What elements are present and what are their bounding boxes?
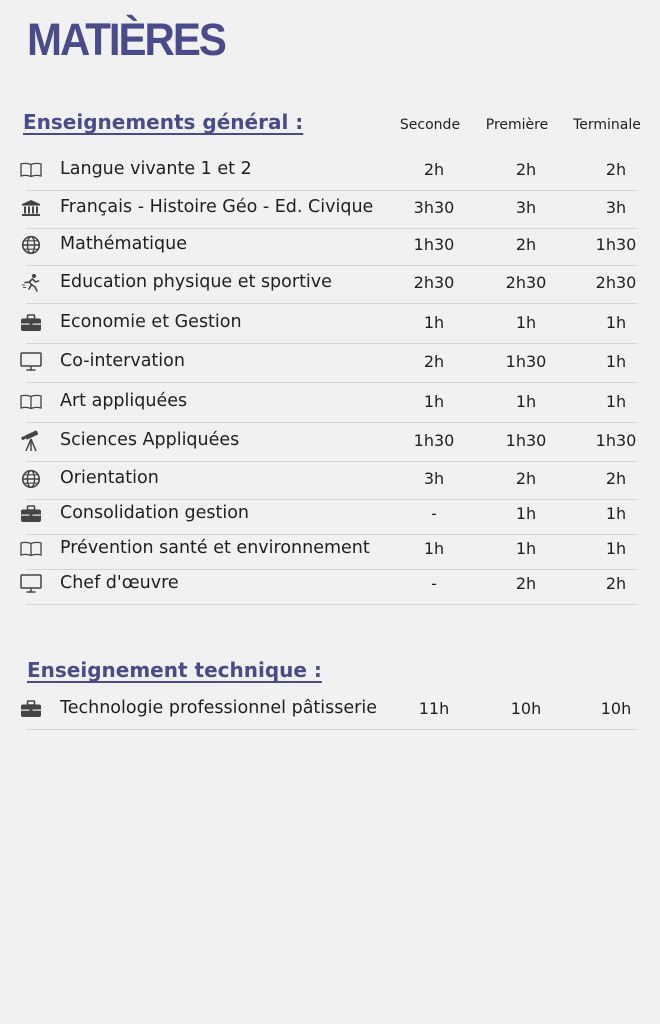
hours-terminale: 1h <box>605 313 627 332</box>
hours-seconde: 1h <box>423 392 445 411</box>
hours-terminale: 1h <box>605 352 627 371</box>
subject-row <box>0 308 660 344</box>
hours-terminale: 1h30 <box>595 431 637 450</box>
hours-premiere: 10h <box>510 699 542 718</box>
hours-seconde: 2h30 <box>413 273 455 292</box>
column-header-seconde: Seconde <box>399 117 461 133</box>
briefcase-icon <box>19 698 43 720</box>
row-divider <box>26 604 637 605</box>
section-heading-general: Enseignements général : <box>23 110 304 134</box>
hours-terminale: 1h <box>605 504 627 523</box>
subject-row <box>0 534 660 570</box>
subject-row <box>0 155 660 191</box>
hours-seconde: - <box>431 574 437 593</box>
runner-icon <box>19 272 43 294</box>
page-title: MATIÈRES <box>27 14 225 65</box>
hours-seconde: 3h <box>423 469 445 488</box>
hours-premiere: 1h30 <box>505 352 547 371</box>
monitor-icon <box>19 351 43 373</box>
subject-row <box>0 193 660 229</box>
subject-label: Mathématique <box>60 234 188 254</box>
column-header-terminale: Terminale <box>573 117 641 133</box>
globe-icon <box>19 468 43 490</box>
hours-premiere: 2h <box>515 235 537 254</box>
row-divider <box>26 461 637 462</box>
subject-row <box>0 387 660 423</box>
subject-label: Economie et Gestion <box>60 312 242 332</box>
subject-label: Education physique et sportive <box>60 272 332 292</box>
telescope-icon <box>19 430 43 452</box>
subject-row <box>0 230 660 266</box>
subject-label: Co-intervation <box>60 351 185 371</box>
hours-premiere: 1h <box>515 313 537 332</box>
subject-row <box>0 347 660 383</box>
hours-seconde: 2h <box>423 352 445 371</box>
book-icon <box>19 159 43 181</box>
row-divider <box>26 303 637 304</box>
row-divider <box>26 382 637 383</box>
subject-row <box>0 426 660 462</box>
subject-label: Français - Histoire Géo - Ed. Civique <box>60 197 374 217</box>
hours-seconde: - <box>431 504 437 523</box>
subject-label: Chef d'œuvre <box>60 573 179 593</box>
hours-premiere: 1h <box>515 392 537 411</box>
subject-row <box>0 464 660 500</box>
hours-terminale: 1h <box>605 539 627 558</box>
hours-seconde: 3h30 <box>413 198 455 217</box>
row-divider <box>26 265 637 266</box>
hours-seconde: 1h <box>423 539 445 558</box>
hours-seconde: 1h <box>423 313 445 332</box>
row-divider <box>26 422 637 423</box>
hours-seconde: 2h <box>423 160 445 179</box>
subject-label: Orientation <box>60 468 159 488</box>
hours-seconde: 11h <box>418 699 450 718</box>
hours-seconde: 1h30 <box>413 431 455 450</box>
subject-row <box>0 569 660 605</box>
hours-terminale: 1h30 <box>595 235 637 254</box>
hours-premiere: 3h <box>515 198 537 217</box>
hours-terminale: 10h <box>600 699 632 718</box>
book-icon <box>19 391 43 413</box>
hours-terminale: 1h <box>605 392 627 411</box>
hours-terminale: 2h <box>605 160 627 179</box>
hours-terminale: 2h <box>605 574 627 593</box>
globe-icon <box>19 234 43 256</box>
hours-terminale: 2h30 <box>595 273 637 292</box>
briefcase-icon <box>19 312 43 334</box>
subject-label: Technologie professionnel pâtisserie <box>60 698 377 718</box>
subject-label: Art appliquées <box>60 391 188 411</box>
row-divider <box>26 729 637 730</box>
hours-premiere: 1h30 <box>505 431 547 450</box>
row-divider <box>26 190 637 191</box>
section-heading-technique: Enseignement technique : <box>27 658 322 682</box>
hours-terminale: 3h <box>605 198 627 217</box>
row-divider <box>26 228 637 229</box>
hours-seconde: 1h30 <box>413 235 455 254</box>
briefcase-icon <box>19 503 43 525</box>
book-icon <box>19 538 43 560</box>
column-header-premiere: Première <box>485 117 549 133</box>
subject-row <box>0 499 660 535</box>
subject-label: Prévention santé et environnement <box>60 538 370 558</box>
subject-label: Sciences Appliquées <box>60 430 240 450</box>
hours-premiere: 1h <box>515 504 537 523</box>
bank-icon <box>19 197 43 219</box>
hours-premiere: 2h <box>515 469 537 488</box>
hours-premiere: 1h <box>515 539 537 558</box>
subject-label: Langue vivante 1 et 2 <box>60 159 252 179</box>
hours-premiere: 2h <box>515 574 537 593</box>
subject-label: Consolidation gestion <box>60 503 249 523</box>
row-divider <box>26 343 637 344</box>
monitor-icon <box>19 573 43 595</box>
subject-row <box>0 268 660 304</box>
subject-row <box>0 694 660 730</box>
hours-terminale: 2h <box>605 469 627 488</box>
hours-premiere: 2h30 <box>505 273 547 292</box>
hours-premiere: 2h <box>515 160 537 179</box>
